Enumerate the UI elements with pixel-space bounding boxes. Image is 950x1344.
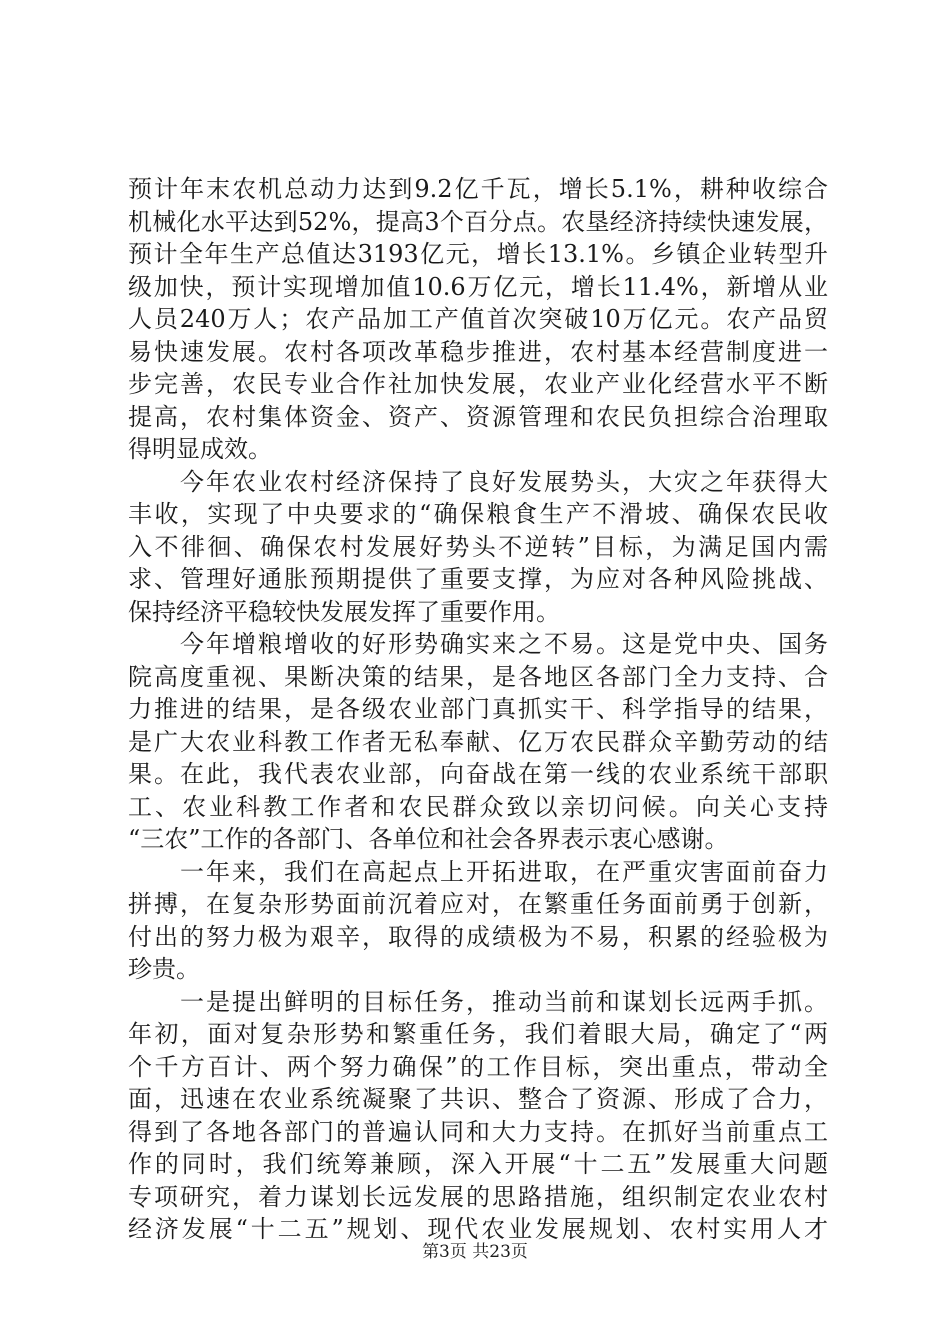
text-line: 易快速发展。农村各项改革稳步推进，农村基本经营制度进一 xyxy=(128,337,828,366)
text-line: 作的同时，我们统筹兼顾，深入开展“十二五”发展重大问题 xyxy=(128,1150,828,1178)
text-line: 专项研究，着力谋划长远发展的思路措施，组织制定农业农村 xyxy=(128,1182,828,1211)
text-line: 付出的努力极为艰辛，取得的成绩极为不易，积累的经验极为 xyxy=(128,922,828,951)
text-line: 面，迅速在农业系统凝聚了共识、整合了资源、形成了合力， xyxy=(128,1085,828,1113)
text-line: 院高度重视、果断决策的结果，是各地区各部门全力支持、合 xyxy=(128,662,828,691)
text-line: 机械化水平达到52%，提高3个百分点。农垦经济持续快速发展， xyxy=(128,207,828,236)
page-footer: 第3页 共23页 xyxy=(422,1242,528,1262)
text-line: 保持经济平稳较快发展发挥了重要作用。 xyxy=(128,597,560,626)
text-line: 丰收，实现了中央要求的“确保粮食生产不滑坡、确保农民收 xyxy=(128,500,828,528)
text-line: 入不徘徊、确保农村发展好势头不逆转”目标，为满足国内需 xyxy=(128,532,828,561)
text-line: 果。在此，我代表农业部，向奋战在第一线的农业系统干部职 xyxy=(128,760,828,788)
text-line: 预计年末农机总动力达到9.2亿千瓦，增长5.1%，耕种收综合 xyxy=(128,175,828,203)
text-line: 是广大农业科教工作者无私奉献、亿万农民群众辛勤劳动的结 xyxy=(128,727,828,756)
document-body xyxy=(128,173,828,1246)
text-line: 一年来，我们在高起点上开拓进取，在严重灾害面前奋力 xyxy=(128,857,828,886)
text-line: 一是提出鲜明的目标任务，推动当前和谋划长远两手抓。 xyxy=(128,987,828,1016)
text-line: 得明显成效。 xyxy=(128,435,272,463)
text-line: 珍贵。 xyxy=(128,955,200,983)
text-line: 提高，农村集体资金、资产、资源管理和农民负担综合治理取 xyxy=(128,402,828,431)
text-line: 预计全年生产总值达3193亿元，增长13.1%。乡镇企业转型升 xyxy=(128,240,828,268)
text-line: 得到了各地各部门的普遍认同和大力支持。在抓好当前重点工 xyxy=(128,1117,828,1146)
text-line: 今年增粮增收的好形势确实来之不易。这是党中央、国务 xyxy=(128,630,828,658)
text-line: 工、农业科教工作者和农民群众致以亲切问候。向关心支持 xyxy=(128,792,828,821)
text-line: 年初，面对复杂形势和繁重任务，我们着眼大局，确定了“两 xyxy=(128,1020,828,1048)
text-line: 拼搏，在复杂形势面前沉着应对，在繁重任务面前勇于创新， xyxy=(128,890,828,918)
text-line: 力推进的结果，是各级农业部门真抓实干、科学指导的结果， xyxy=(128,695,828,723)
text-line: 级加快，预计实现增加值10.6万亿元，增长11.4%，新增从业 xyxy=(128,272,828,301)
text-line: 步完善，农民专业合作社加快发展，农业产业化经营水平不断 xyxy=(128,370,828,398)
text-line: 求、管理好通胀预期提供了重要支撑，为应对各种风险挑战、 xyxy=(128,565,828,593)
text-line: “三农”工作的各部门、各单位和社会各界表示衷心感谢。 xyxy=(128,825,729,853)
text-line: 个千方百计、两个努力确保”的工作目标，突出重点，带动全 xyxy=(128,1052,828,1081)
text-line: 人员240万人；农产品加工产值首次突破10万亿元。农产品贸 xyxy=(128,305,828,333)
text-line: 经济发展“十二五”规划、现代农业发展规划、农村实用人才 xyxy=(128,1215,828,1243)
text-line: 今年农业农村经济保持了良好发展势头，大灾之年获得大 xyxy=(128,467,828,496)
